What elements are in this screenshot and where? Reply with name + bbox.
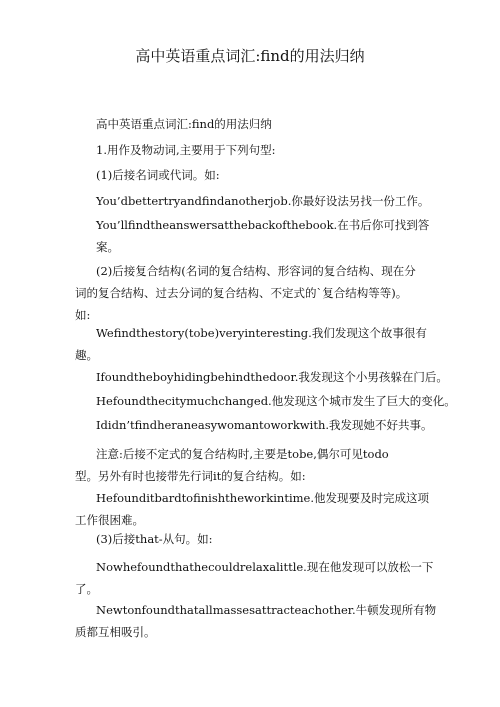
paragraph-line: Wefindthestory(tobe)veryinteresting.我们发现这个故事很有 [96,326,427,340]
paragraph [75,443,437,487]
paragraph-line: Hefounditbardtofinishtheworkintime.他发现要及时完成这项 [96,491,429,505]
paragraph [75,139,437,161]
paragraph-line: Newtonfoundthatallmassesattracteachother.牛顿发现所有物 [96,603,437,617]
paragraph-line: (2)后接复合结构(名词的复合结构、形容词的复合结构、现在分 [96,264,416,278]
paragraph [75,390,456,412]
paragraph [75,214,437,258]
paragraph [75,528,437,550]
paragraph-line: You’dbettertryandfindanotherjob.你最好设法另找一份工作。 [96,194,430,208]
paragraph [75,322,437,366]
paragraph [75,113,437,135]
paragraph-line: 案。 [96,240,119,254]
paragraph-line: 1.用作及物动词,主要用于下列句型: [96,143,276,157]
paragraph [75,190,437,212]
document-title: 高中英语重点词汇:find的用法归纳 [135,47,365,65]
paragraph-line: Ifoundtheboyhidingbehindthedoor.我发现这个小男孩躲在门后。 [96,370,448,384]
paragraph-line: Nowhefoundthathecouldrelaxalittle.现在他发现可以放松一下 [96,560,434,574]
paragraph-line: 了。 [75,582,98,596]
paragraph-line: (3)后接that-从句。如: [96,532,213,546]
paragraph [75,260,437,326]
paragraph-line: 注意:后接不定式的复合结构时,主要是tobe,偶尔可见todo [96,447,389,461]
paragraph-line: 高中英语重点词汇:find的用法归纳 [96,117,272,131]
paragraph-line: 工作很困难。 [75,513,144,527]
paragraph-line: You’llfindtheanswersatthebackofthebook.在书后你可找到答 [96,218,430,232]
paragraph-line: Ididn’tfindheraneasywomantoworkwith.我发现她不好共事。 [96,418,433,432]
paragraph-line: 词的复合结构、过去分词的复合结构、不定式的`复合结构等等)。 [75,286,408,300]
paragraph-line: (1)后接名词或代词。如: [96,168,220,182]
paragraph-line: Hefoundthecitymuchchanged.他发现这个城市发生了巨大的变化。 [96,394,456,408]
paragraph [75,599,437,643]
paragraph-line: 质都互相吸引。 [75,625,156,639]
paragraph [75,414,437,436]
paragraph-line: 如: [75,308,91,322]
paragraph [75,366,448,388]
paragraph-line: 型。另外有时也接带先行词it的复合结构。如: [75,469,306,483]
paragraph-line: 趣。 [75,348,98,362]
paragraph [75,487,437,531]
paragraph [75,164,437,186]
paragraph [75,556,437,600]
